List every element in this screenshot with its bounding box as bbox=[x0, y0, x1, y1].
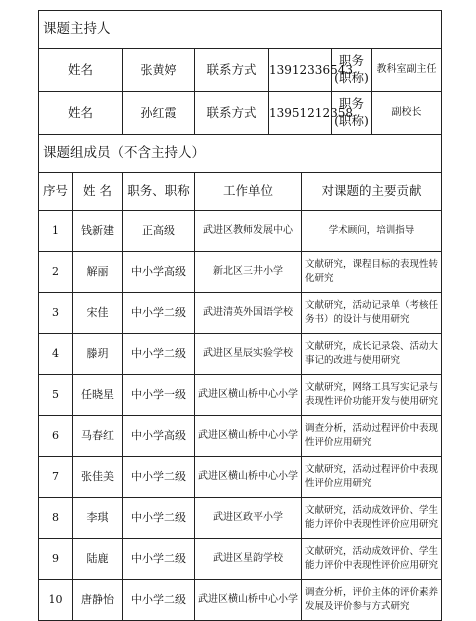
member-name: 陆鹿 bbox=[73, 539, 123, 580]
member-unit: 武进区星韵学校 bbox=[195, 539, 302, 580]
host-phone: 13912336543 bbox=[269, 49, 332, 92]
form-table bbox=[38, 10, 442, 621]
member-row bbox=[39, 416, 442, 457]
member-name: 李琪 bbox=[73, 498, 123, 539]
application-form bbox=[38, 10, 441, 621]
member-rows bbox=[39, 211, 442, 621]
member-title: 中小学二级 bbox=[123, 498, 195, 539]
host-name-label: 姓名 bbox=[39, 49, 123, 92]
member-row bbox=[39, 252, 442, 293]
host-phone: 13951212358 bbox=[269, 92, 332, 135]
member-contribution: 文献研究，活动成效评价、学生能力评价中表现性评价应用研究 bbox=[302, 539, 442, 580]
member-name: 张佳美 bbox=[73, 457, 123, 498]
host-name: 孙红霞 bbox=[123, 92, 195, 135]
member-name: 唐静怡 bbox=[73, 580, 123, 621]
header-name: 姓 名 bbox=[73, 173, 123, 211]
member-no: 3 bbox=[39, 293, 73, 334]
member-unit: 武进区教师发展中心 bbox=[195, 211, 302, 252]
host-name: 张黄婷 bbox=[123, 49, 195, 92]
member-section-row bbox=[39, 135, 442, 173]
member-name: 宋佳 bbox=[73, 293, 123, 334]
header-unit: 工作单位 bbox=[195, 173, 302, 211]
member-row bbox=[39, 457, 442, 498]
header-contribution: 对课题的主要贡献 bbox=[302, 173, 442, 211]
member-row bbox=[39, 498, 442, 539]
host-position-label: 职务(职称) bbox=[332, 49, 372, 92]
member-unit: 武进区横山桥中心小学 bbox=[195, 416, 302, 457]
member-no: 8 bbox=[39, 498, 73, 539]
member-no: 6 bbox=[39, 416, 73, 457]
member-title: 中小学二级 bbox=[123, 334, 195, 375]
host-contact-label: 联系方式 bbox=[195, 49, 269, 92]
member-no: 4 bbox=[39, 334, 73, 375]
member-title: 中小学高级 bbox=[123, 416, 195, 457]
member-name: 滕玥 bbox=[73, 334, 123, 375]
member-name: 任晓星 bbox=[73, 375, 123, 416]
member-section-title: 课题组成员（不含主持人） bbox=[39, 135, 442, 173]
member-contribution: 文献研究，活动成效评价、学生能力评价中表现性评价应用研究 bbox=[302, 498, 442, 539]
host-contact-label: 联系方式 bbox=[195, 92, 269, 135]
member-row bbox=[39, 580, 442, 621]
member-no: 2 bbox=[39, 252, 73, 293]
member-name: 解丽 bbox=[73, 252, 123, 293]
member-unit: 武进区星辰实验学校 bbox=[195, 334, 302, 375]
header-no: 序号 bbox=[39, 173, 73, 211]
member-title: 中小学高级 bbox=[123, 252, 195, 293]
header-title: 职务、职称 bbox=[123, 173, 195, 211]
member-contribution: 文献研究，活动记录单（考核任务书）的设计与使用研究 bbox=[302, 293, 442, 334]
member-row bbox=[39, 334, 442, 375]
member-unit: 武进区横山桥中心小学 bbox=[195, 375, 302, 416]
host-name-label: 姓名 bbox=[39, 92, 123, 135]
member-row bbox=[39, 375, 442, 416]
member-unit: 武进区横山桥中心小学 bbox=[195, 457, 302, 498]
member-row bbox=[39, 211, 442, 252]
member-no: 1 bbox=[39, 211, 73, 252]
member-title: 中小学二级 bbox=[123, 580, 195, 621]
member-header-row bbox=[39, 173, 442, 211]
member-no: 9 bbox=[39, 539, 73, 580]
member-no: 5 bbox=[39, 375, 73, 416]
member-title: 中小学二级 bbox=[123, 539, 195, 580]
member-no: 7 bbox=[39, 457, 73, 498]
member-title: 中小学二级 bbox=[123, 457, 195, 498]
member-title: 中小学一级 bbox=[123, 375, 195, 416]
host-section-title: 课题主持人 bbox=[39, 11, 442, 49]
member-contribution: 文献研究，活动过程评价中表现性评价应用研究 bbox=[302, 457, 442, 498]
member-contribution: 调查分析，评价主体的评价素养发展及评价参与方式研究 bbox=[302, 580, 442, 621]
member-name: 马春红 bbox=[73, 416, 123, 457]
host-section-row bbox=[39, 11, 442, 49]
host-position: 教科室副主任 bbox=[372, 49, 442, 92]
member-unit: 新北区三井小学 bbox=[195, 252, 302, 293]
host-position-label: 职务(职称) bbox=[332, 92, 372, 135]
member-title: 中小学二级 bbox=[123, 293, 195, 334]
member-name: 钱新建 bbox=[73, 211, 123, 252]
member-contribution: 文献研究，成长记录袋、活动大事记的改进与使用研究 bbox=[302, 334, 442, 375]
member-title: 正高级 bbox=[123, 211, 195, 252]
member-unit: 武进区政平小学 bbox=[195, 498, 302, 539]
member-unit: 武进清英外国语学校 bbox=[195, 293, 302, 334]
member-unit: 武进区横山桥中心小学 bbox=[195, 580, 302, 621]
member-contribution: 文献研究，课程目标的表现性转化研究 bbox=[302, 252, 442, 293]
member-contribution: 调查分析，活动过程评价中表现性评价应用研究 bbox=[302, 416, 442, 457]
host-position: 副校长 bbox=[372, 92, 442, 135]
host-row bbox=[39, 49, 442, 92]
member-row bbox=[39, 539, 442, 580]
member-no: 10 bbox=[39, 580, 73, 621]
member-row bbox=[39, 293, 442, 334]
host-row bbox=[39, 92, 442, 135]
member-contribution: 学术顾问，培训指导 bbox=[302, 211, 442, 252]
member-contribution: 文献研究，网络工具写实记录与表现性评价功能开发与使用研究 bbox=[302, 375, 442, 416]
